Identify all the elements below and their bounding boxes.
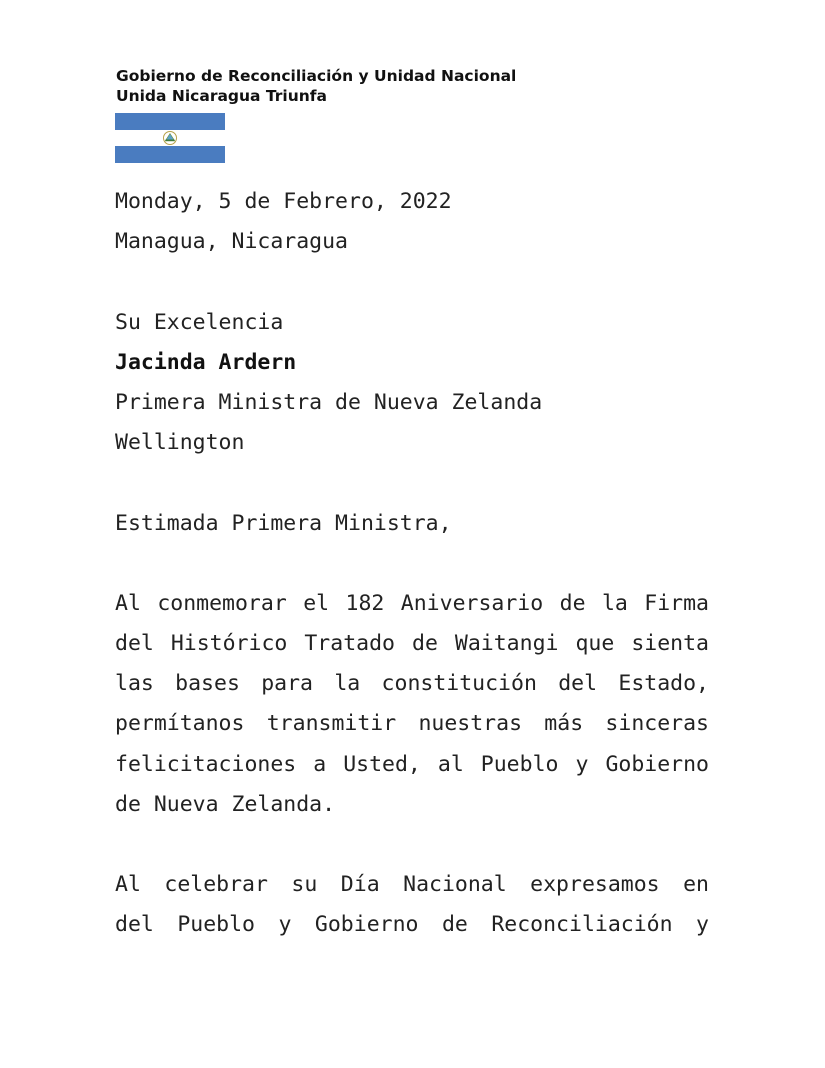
paragraph1-line: las bases para la constitución del Estado, bbox=[115, 671, 709, 697]
letter-date: Monday, 5 de Febrero, 2022 bbox=[115, 189, 452, 214]
blank-line bbox=[115, 825, 709, 865]
paragraph1-line: felicitaciones a Usted, al Pueblo y Gobierno bbox=[115, 751, 709, 777]
letter-place: Managua, Nicaragua bbox=[115, 229, 348, 255]
government-name: Gobierno de Reconciliación y Unidad Nacional bbox=[116, 67, 517, 85]
letter-body bbox=[115, 182, 709, 946]
paragraph1-line: Al conmemorar el 182 Aniversario de la Firma bbox=[115, 590, 709, 616]
paragraph1-line: de Nueva Zelanda. bbox=[115, 791, 336, 817]
blank-line bbox=[115, 463, 709, 503]
paragraph2-line: Al celebrar su Día Nacional expresamos en bbox=[115, 872, 709, 898]
recipient-city: Wellington bbox=[115, 430, 245, 456]
blank-line bbox=[115, 262, 709, 302]
recipient-name: Jacinda Ardern bbox=[115, 349, 297, 375]
paragraph1-line: permítanos transmitir nuestras más sinceras bbox=[115, 711, 709, 737]
blank-line bbox=[115, 544, 709, 584]
greeting: Estimada Primera Ministra, bbox=[115, 510, 452, 536]
nicaragua-flag-icon bbox=[115, 113, 225, 163]
paragraph2-line: del Pueblo y Gobierno de Reconciliación y bbox=[115, 912, 709, 938]
letterhead bbox=[116, 66, 516, 106]
government-slogan: Unida Nicaragua Triunfa bbox=[116, 87, 328, 105]
recipient-role: Primera Ministra de Nueva Zelanda bbox=[115, 389, 543, 415]
paragraph1-line: del Histórico Tratado de Waitangi que sienta bbox=[115, 631, 709, 657]
recipient-title: Su Excelencia bbox=[115, 309, 284, 335]
